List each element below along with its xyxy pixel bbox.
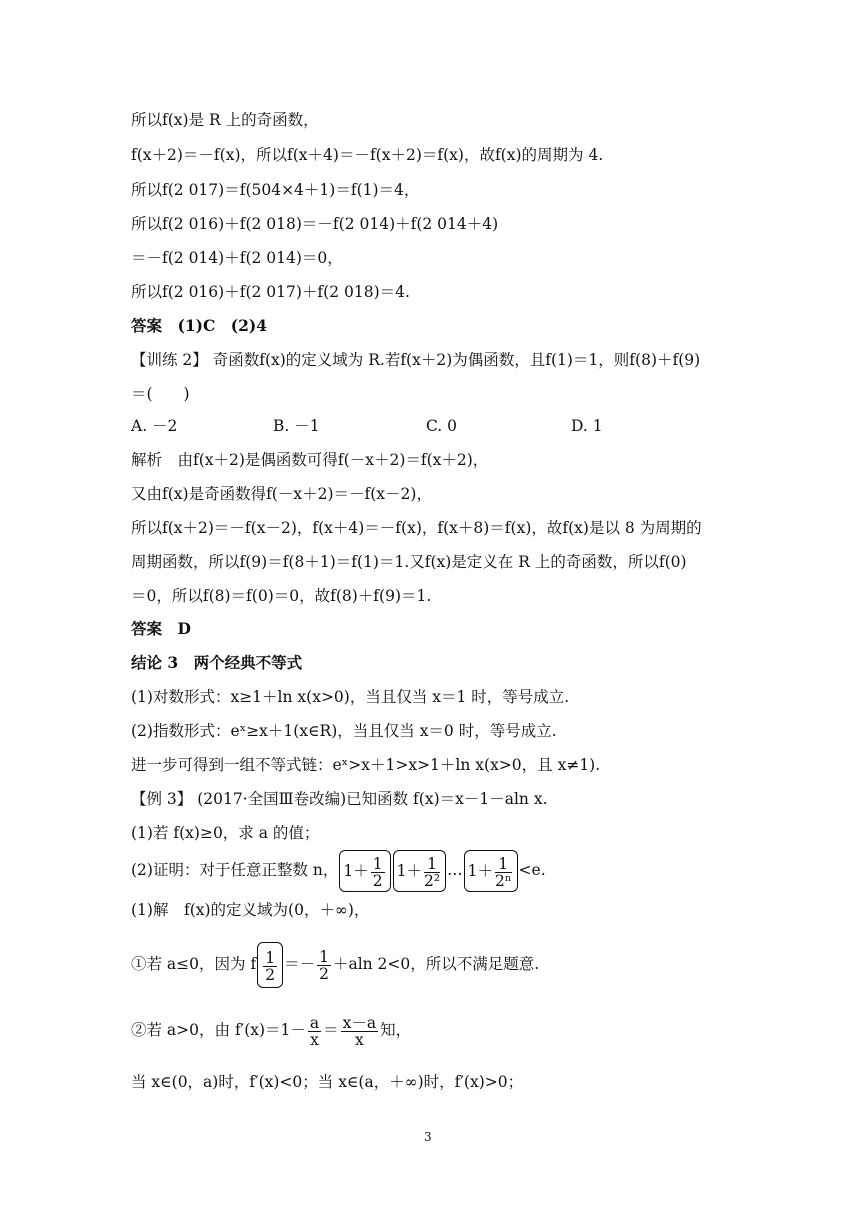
fraction	[317, 949, 331, 982]
text-fragment: 1＋	[467, 862, 493, 880]
text-fragment: ＋aln 2<0，所以不满足题意.	[332, 955, 540, 973]
text-line: 周期函数，所以f(9)＝f(8＋1)＝f(1)＝1.又f(x)是定义在 R 上的奇函数，所以f(0)	[131, 553, 687, 571]
fraction	[424, 856, 440, 889]
fraction	[371, 856, 385, 889]
text-fragment: <e.	[518, 861, 546, 879]
fraction	[341, 1015, 378, 1048]
fraction	[308, 1015, 321, 1048]
numerator: 1	[424, 856, 440, 873]
exercise-heading: 【训练 2】 奇函数f(x)的定义域为 R.若f(x＋2)为偶函数，且f(1)＝1，则f(8)＋f(9)	[131, 351, 701, 369]
denominator: 2	[319, 964, 329, 983]
text-line: ＝0，所以f(8)＝f(0)＝0，故f(8)＋f(9)＝1.	[131, 587, 432, 605]
text-fragment: 1＋	[343, 862, 369, 880]
math-line	[131, 942, 539, 988]
answer-line: 答案 (1)C (2)4	[131, 316, 268, 335]
text-line: (1)若 f(x)≥0，求 a 的值；	[131, 824, 320, 842]
text-line: 所以f(2 017)＝f(504×4＋1)＝f(1)＝4，	[131, 181, 420, 199]
page-number: 3	[424, 1130, 432, 1144]
example-heading: 【例 3】 (2017·全国Ⅲ卷改编)已知函数 f(x)＝x－1－aln x.	[131, 790, 548, 808]
text-fragment: ＝－	[284, 955, 316, 973]
denominator: x	[310, 1030, 319, 1049]
text-fragment: …	[447, 861, 463, 879]
text-fragment: (2)证明：对于任意正整数 n，	[131, 861, 339, 879]
fraction	[495, 856, 512, 889]
numerator: 1	[319, 947, 329, 966]
paren-term	[339, 850, 390, 892]
text-line: 所以f(x＋2)＝－f(x－2)，f(x＋4)＝－f(x)，f(x＋8)＝f(x)，故f(x)是以 8 为周期的	[131, 519, 702, 537]
text-line: 所以f(x)是 R 上的奇函数，	[131, 111, 319, 129]
answer-line: 答案 D	[131, 619, 191, 638]
text-line: 又由f(x)是奇函数得f(－x＋2)＝－f(x－2)，	[131, 485, 432, 503]
denominator: 2ⁿ	[494, 871, 512, 890]
text-line: 所以f(2 016)＋f(2 018)＝－f(2 014)＋f(2 014＋4)	[131, 215, 499, 233]
paren-term	[464, 850, 518, 892]
math-line	[131, 1008, 411, 1052]
text-line: ＝( )	[131, 385, 190, 403]
numerator: a	[309, 1013, 320, 1032]
text-line: (1)对数形式：x≥1＋ln x(x>0)，当且仅当 x＝1 时，等号成立.	[131, 688, 570, 706]
denominator: 2	[265, 965, 276, 984]
numerator: x－a	[342, 1013, 377, 1032]
text-line: ＝－f(2 014)＋f(2 014)＝0，	[131, 249, 343, 267]
denominator: 2²	[424, 871, 441, 890]
text-fragment: 知，	[380, 1021, 412, 1039]
text-fragment: 1＋	[396, 862, 422, 880]
numerator: 1	[372, 854, 383, 873]
solution-line: (1)解 f(x)的定义域为(0，＋∞)，	[131, 901, 370, 919]
math-line	[131, 850, 546, 892]
paren-term	[393, 850, 446, 892]
text-line: 所以f(2 016)＋f(2 017)＋f(2 018)＝4.	[131, 283, 410, 301]
solution-line: 解析 由f(x＋2)是偶函数可得f(－x＋2)＝f(x＋2)，	[131, 451, 489, 469]
denominator: 2	[372, 871, 383, 890]
text-line: (2)指数形式：eˣ≥x＋1(x∈R)，当且仅当 x＝0 时，等号成立.	[131, 722, 557, 740]
text-fragment: ①若 a≤0，因为 f	[131, 955, 257, 973]
option-b: B. －1	[273, 417, 320, 435]
text-line: 当 x∈(0，a)时，f′(x)<0；当 x∈(a，＋∞)时，f′(x)>0；	[131, 1073, 524, 1091]
paren-term	[257, 942, 283, 988]
fraction	[263, 950, 277, 983]
denominator: x	[355, 1030, 364, 1049]
numerator: 1	[265, 948, 276, 967]
text-line: 进一步可得到一组不等式链：eˣ>x＋1>x>1＋ln x(x>0，且 x≠1).	[131, 756, 601, 774]
conclusion-heading: 结论 3 两个经典不等式	[131, 653, 303, 672]
option-c: C. 0	[426, 417, 458, 435]
numerator: 1	[495, 856, 512, 873]
text-fragment: ②若 a>0，由 f′(x)＝1－	[131, 1021, 306, 1039]
option-a: A. －2	[131, 417, 178, 435]
text-line: f(x＋2)＝－f(x)，所以f(x＋4)＝－f(x＋2)＝f(x)，故f(x)的周期为 4.	[131, 146, 604, 164]
text-fragment: ＝	[323, 1021, 339, 1039]
option-d: D. 1	[571, 417, 603, 435]
